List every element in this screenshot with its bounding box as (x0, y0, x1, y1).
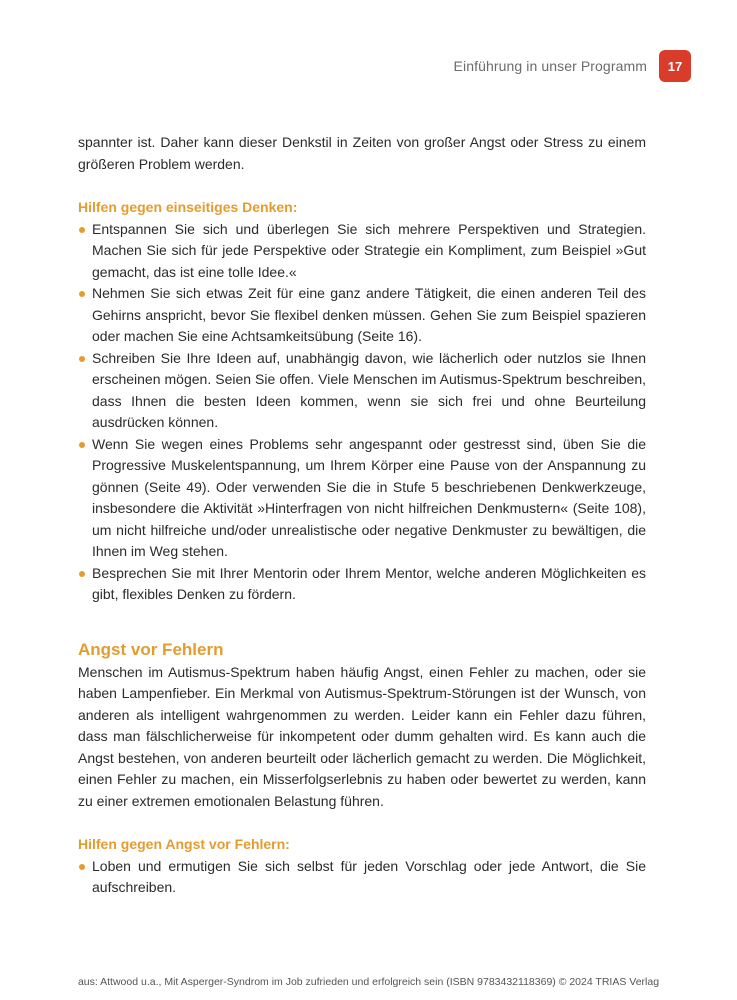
intro-paragraph: spannter ist. Daher kann dieser Denkstil in Zeiten von großer Angst oder Stress zu einem größeren Problem werden. (78, 134, 646, 172)
section-heading-fear-of-mistakes: Angst vor Fehlern (78, 639, 224, 659)
section-paragraph: Menschen im Autismus-Spektrum haben häufig Angst, einen Fehler zu machen, oder sie haben Lampenfieber. Ein Merkmal von Autismus-Spektrum-Störungen ist der Wunsch, von anderen als intelligent wahrgenommen zu werden. Leider kann ein Fehler dazu führen, dass man fälschlicherweise für inkompetent oder dumm gehalten wird. Es kann auch die Angst bestehen, von anderen beurteilt oder lächerlich gemacht zu werden. Die Möglichkeit, einen Fehler zu machen, ein Misserfolgserlebnis zu haben oder bewertet zu werden, kann zu einer extremen emotionalen Belastung führen. (78, 663, 646, 809)
subheading-one-sided-thinking: Hilfen gegen einseitiges Denken: (78, 199, 298, 215)
chapter-title: Einführung in unser Programm (453, 58, 647, 74)
list-item: Loben und ermutigen Sie sich selbst für jeden Vorschlag oder jede Antwort, die Sie aufschreiben. (78, 856, 646, 899)
source-footer: aus: Attwood u.a., Mit Asperger-Syndrom im Job zufrieden und erfolgreich sein (ISBN 9783432118369) © 2024 TRIAS Verlag (77, 976, 660, 988)
list-item: Nehmen Sie sich etwas Zeit für eine ganz andere Tätigkeit, die einen anderen Teil des Gehirns anspricht, bevor Sie flexibel denken müssen. Gehen Sie zum Beispiel spazieren oder machen Sie eine Achtsamkeitsübung (Seite 16). (78, 283, 646, 348)
list-item: Besprechen Sie mit Ihrer Mentorin oder Ihrem Mentor, welche anderen Möglichkeiten es gibt, flexibles Denken zu fördern. (78, 563, 646, 606)
page-number-badge: 17 (659, 50, 691, 82)
subheading-fear-of-mistakes: Hilfen gegen Angst vor Fehlern: (78, 836, 290, 852)
running-header (454, 50, 691, 82)
page-body (78, 132, 646, 899)
list-item: Entspannen Sie sich und überlegen Sie sich mehrere Perspektiven und Strategien. Machen Sie sich für jede Perspektive oder Strategie ein Kompliment, zum Beispiel »Gut gemacht, das ist eine tolle Idee.« (78, 219, 646, 284)
tips-list-fear-of-mistakes (78, 856, 646, 899)
tips-list-one-sided-thinking (78, 219, 646, 606)
list-item: Wenn Sie wegen eines Problems sehr angespannt oder gestresst sind, üben Sie die Progressive Muskelentspannung, um Ihrem Körper eine Pause von der Anspannung zu gönnen (Seite 49). Oder verwenden Sie die in Stufe 5 beschriebenen Denkwerkzeuge, insbesondere die Aktivität »Hinterfragen von nicht hilfreichen Denkmustern« (Seite 108), um nicht hilfreiche und/oder unrealistische oder negative Denkmuster zu bewältigen, die Ihnen im Weg stehen. (78, 434, 646, 563)
list-item: Schreiben Sie Ihre Ideen auf, unabhängig davon, wie lächerlich oder nutzlos sie Ihnen erscheinen mögen. Seien Sie offen. Viele Menschen im Autismus-Spektrum beschreiben, dass Ihnen die besten Ideen kommen, wenn sie sich frei und ohne Beurteilung ausdrücken können. (78, 348, 646, 434)
